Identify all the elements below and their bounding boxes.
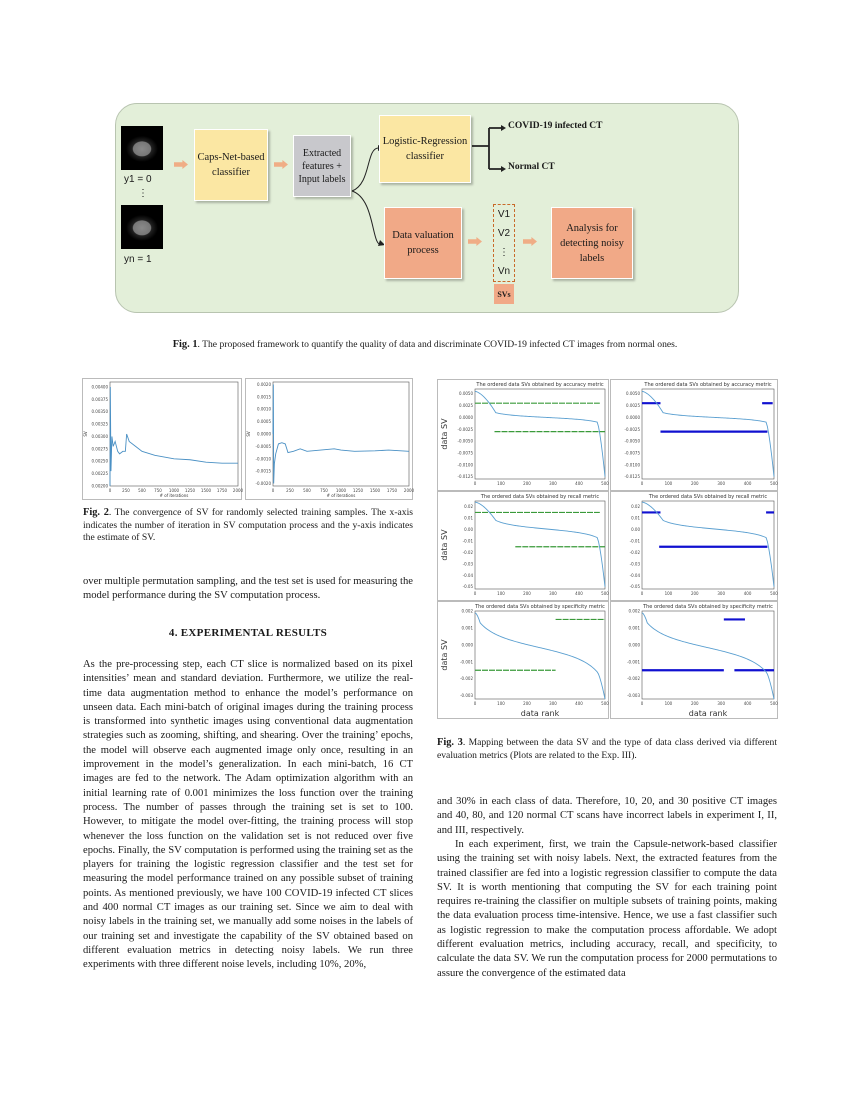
x-tick-label: 0 bbox=[640, 481, 644, 486]
figure-1-caption bbox=[60, 339, 790, 352]
x-tick-label: 100 bbox=[497, 481, 505, 486]
caption-text: . The proposed framework to quantify the quality of data and discriminate COVID-19 infected CT images from normal ones. bbox=[197, 339, 678, 350]
x-tick-label: 200 bbox=[523, 701, 531, 706]
y-axis-label: SV bbox=[246, 431, 251, 437]
x-tick-label: 0 bbox=[271, 488, 275, 493]
figure-2-plot-right bbox=[245, 378, 413, 500]
x-tick-label: 0 bbox=[473, 701, 477, 706]
y-tick-label: -0.0100 bbox=[624, 462, 640, 468]
x-tick-label: 250 bbox=[286, 488, 294, 493]
x-tick-label: 300 bbox=[549, 701, 557, 706]
y-tick-label: -0.03 bbox=[629, 561, 640, 567]
y-tick-label: 0.0020 bbox=[257, 381, 271, 387]
y-tick-label: -0.0020 bbox=[255, 481, 271, 487]
x-tick-label: 200 bbox=[523, 591, 531, 596]
y-tick-label: 0.0000 bbox=[626, 414, 640, 420]
y-tick-label: 0.00225 bbox=[91, 471, 108, 477]
x-tick-label: 1250 bbox=[352, 488, 364, 493]
y-tick-label: -0.0025 bbox=[457, 426, 473, 432]
y-tick-label: -0.0125 bbox=[457, 474, 473, 480]
x-tick-label: 200 bbox=[523, 481, 531, 486]
x-tick-label: 400 bbox=[743, 701, 752, 706]
chart-title: The ordered data SVs obtained by recall metric bbox=[480, 494, 600, 500]
x-tick-label: 2000 bbox=[232, 488, 244, 493]
x-tick-label: 1250 bbox=[184, 488, 196, 493]
y-tick-label: 0.00350 bbox=[91, 409, 108, 415]
analysis-box: Analysis for detecting noisy labels bbox=[551, 207, 633, 279]
figure-3-plot-accuracy-left bbox=[437, 379, 609, 491]
figure-3-plot-specificity-left bbox=[437, 601, 609, 719]
x-tick-label: 100 bbox=[497, 591, 505, 596]
x-tick-label: 100 bbox=[497, 701, 505, 706]
vertical-dots: ⋮ bbox=[138, 188, 148, 199]
y-tick-label: 0.00 bbox=[631, 527, 640, 533]
x-tick-label: 1000 bbox=[168, 488, 180, 493]
label-yn: yn = 1 bbox=[124, 254, 152, 265]
y-tick-label: -0.0100 bbox=[457, 462, 473, 468]
x-tick-label: 0 bbox=[473, 591, 477, 596]
y-axis-label: data SV bbox=[440, 639, 449, 671]
y-tick-label: -0.0015 bbox=[255, 468, 271, 474]
y-tick-label: -0.003 bbox=[627, 693, 640, 699]
capsnet-classifier-box: Caps-Net-based classifier bbox=[194, 129, 268, 201]
y-tick-label: -0.001 bbox=[460, 659, 473, 665]
y-tick-label: 0.0025 bbox=[626, 403, 640, 409]
x-tick-label: 300 bbox=[549, 481, 557, 486]
logistic-regression-box: Logistic-Regression classifier bbox=[379, 115, 471, 183]
y-tick-label: -0.0075 bbox=[624, 450, 640, 456]
x-tick-label: 300 bbox=[549, 591, 557, 596]
caption-label: Fig. 3 bbox=[437, 737, 463, 748]
x-tick-label: 1750 bbox=[386, 488, 398, 493]
y-tick-label: 0.01 bbox=[631, 515, 640, 521]
y-tick-label: -0.05 bbox=[462, 584, 473, 590]
figure-3-plot-recall-right bbox=[610, 491, 778, 601]
svs-label: SVs bbox=[494, 284, 514, 304]
x-tick-label: 1500 bbox=[200, 488, 212, 493]
output-normal: Normal CT bbox=[508, 162, 555, 172]
y-tick-label: 0.001 bbox=[628, 625, 640, 631]
x-axis-label: # of iterations bbox=[326, 493, 356, 498]
y-tick-label: 0.0015 bbox=[257, 394, 271, 400]
y-tick-label: -0.02 bbox=[629, 549, 640, 555]
y-tick-label: 0.00400 bbox=[91, 384, 108, 390]
x-tick-label: 300 bbox=[717, 591, 726, 596]
x-tick-label: 250 bbox=[122, 488, 130, 493]
caption-label: Fig. 2 bbox=[83, 507, 109, 518]
output-covid: COVID-19 infected CT bbox=[508, 121, 603, 131]
y-tick-label: -0.002 bbox=[460, 676, 473, 682]
sv-item: V2 bbox=[497, 228, 511, 239]
x-tick-label: 1000 bbox=[335, 488, 347, 493]
sv-item: V1 bbox=[497, 209, 511, 220]
y-axis-label: SV bbox=[83, 431, 88, 437]
figure-3-plot-specificity-right bbox=[610, 601, 778, 719]
y-tick-label: 0.00325 bbox=[91, 421, 108, 427]
x-tick-label: 100 bbox=[664, 701, 673, 706]
x-tick-label: 500 bbox=[601, 701, 609, 706]
extracted-features-box: Extracted features + Input labels bbox=[293, 135, 351, 197]
y-tick-label: -0.04 bbox=[462, 572, 473, 578]
y-tick-label: -0.0125 bbox=[624, 474, 640, 480]
x-tick-label: 750 bbox=[320, 488, 328, 493]
chart-title: The ordered data SVs obtained by accuracy metric bbox=[476, 382, 604, 388]
y-tick-label: 0.00275 bbox=[91, 446, 108, 452]
ct-image-positive bbox=[121, 126, 163, 170]
y-tick-label: -0.001 bbox=[627, 659, 640, 665]
chart-title: The ordered data SVs obtained by recall metric bbox=[648, 494, 768, 500]
y-tick-label: 0.001 bbox=[461, 625, 473, 631]
y-tick-label: -0.04 bbox=[629, 572, 640, 578]
y-tick-label: -0.0075 bbox=[457, 450, 473, 456]
sv-list-box bbox=[493, 204, 515, 282]
y-tick-label: 0.00300 bbox=[91, 433, 108, 439]
sv-item: ⋮ bbox=[499, 247, 509, 258]
y-tick-label: 0.00 bbox=[464, 527, 473, 533]
y-tick-label: 0.0000 bbox=[459, 414, 473, 420]
y-axis-label: data SV bbox=[440, 529, 449, 561]
paragraph: As the pre-processing step, each CT slice is normalized based on its pixel intensities’ mean and standard deviation. Furthermore, we utilize the real-time data augmentation method to enhance the model’s performance on unseen data. Each mini-batch of original images during the training process is transformed into synthetic images using conventional data augmentation strategies such as zooming, shifting, and shearing. Over the training’ epochs, the model will observe each augmented image only once, resulting in an improvement in the model’s generalization. In each mini-batch, 16 CT images are fed to the network. The Adam optimization algorithm with an initial learning rate of 0.001 minimizes the loss function over the training process. The number of passes through the training set is set to 100. However, to mitigate the model over-fitting, the training process will stop whenever the loss function on the validation set is not reduced over five epochs. Finally, the SV computation is performed using the training set as the players for training the logistic regression classifier and the test set for measuring the model performance trained on any possible subset of training points. As mentioned previously, we have 100 COVID-19 infected CT slices and 400 normal CT images as our training set. Since we aim to deal with noisy labels in the training set, we manually add some noises in the labels of our training set and investigate the capability of the SV obtained based on different evaluation metrics in detecting noisy labels. We run three experiments with three different noise levels, including 10%, 20%, bbox=[83, 659, 413, 971]
x-tick-label: 1500 bbox=[369, 488, 381, 493]
x-tick-label: 300 bbox=[717, 481, 726, 486]
x-tick-label: 2000 bbox=[403, 488, 415, 493]
y-tick-label: -0.0010 bbox=[255, 456, 271, 462]
x-tick-label: 400 bbox=[575, 701, 583, 706]
y-tick-label: 0.000 bbox=[461, 642, 473, 648]
x-tick-label: 0 bbox=[640, 591, 644, 596]
y-tick-label: 0.002 bbox=[628, 608, 640, 614]
x-axis-label: # of iterations bbox=[159, 493, 189, 498]
x-tick-label: 200 bbox=[690, 481, 699, 486]
y-tick-label: -0.05 bbox=[629, 584, 640, 590]
x-tick-label: 0 bbox=[640, 701, 644, 706]
sv-item: Vn bbox=[497, 266, 511, 277]
y-tick-label: 0.00375 bbox=[91, 396, 108, 402]
y-tick-label: -0.01 bbox=[462, 538, 473, 544]
y-tick-label: 0.0005 bbox=[257, 419, 271, 425]
y-tick-label: -0.03 bbox=[462, 561, 473, 567]
x-tick-label: 500 bbox=[138, 488, 146, 493]
y-tick-label: 0.000 bbox=[628, 642, 640, 648]
caption-label: Fig. 1 bbox=[172, 339, 198, 350]
y-tick-label: 0.00250 bbox=[91, 458, 108, 464]
x-tick-label: 100 bbox=[664, 481, 673, 486]
figure-1-diagram bbox=[115, 103, 739, 313]
chart-title: The ordered data SVs obtained by specificity metric bbox=[475, 604, 605, 610]
data-valuation-box: Data valuation process bbox=[384, 207, 462, 279]
y-tick-label: 0.0050 bbox=[626, 391, 640, 397]
chart-title: The ordered data SVs obtained by specificity metric bbox=[643, 604, 773, 610]
x-tick-label: 1750 bbox=[216, 488, 228, 493]
figure-3-plot-accuracy-right bbox=[610, 379, 778, 491]
y-tick-label: 0.0050 bbox=[459, 391, 473, 397]
y-tick-label: 0.00200 bbox=[91, 483, 108, 489]
y-tick-label: -0.02 bbox=[462, 549, 473, 555]
x-tick-label: 300 bbox=[717, 701, 726, 706]
caption-text: . The convergence of SV for randomly selected training samples. The x-axis indicates the number of iteration in SV computation process and the y-axis indicates the estimate of SV. bbox=[83, 507, 413, 544]
y-tick-label: 0.02 bbox=[631, 504, 640, 510]
figure-3-plot-recall-left bbox=[437, 491, 609, 601]
x-tick-label: 0 bbox=[473, 481, 477, 486]
x-tick-label: 500 bbox=[770, 591, 778, 596]
figure-2-caption bbox=[83, 507, 413, 545]
y-tick-label: -0.0005 bbox=[255, 443, 271, 449]
x-tick-label: 400 bbox=[575, 591, 583, 596]
x-tick-label: 400 bbox=[743, 591, 752, 596]
y-tick-label: 0.0025 bbox=[459, 403, 473, 409]
section-heading: 4. EXPERIMENTAL RESULTS bbox=[168, 627, 328, 639]
x-tick-label: 400 bbox=[575, 481, 583, 486]
paragraph: In each experiment, first, we train the Capsule-network-based classifier using the training set with noisy labels. Next, the extracted features from the trained classifier are fed into a logistic regression classifier to compute the data SV. It is worth mentioning that computing the SV for each training point requires re-training the classifier on multiple subsets of training points, making the data evaluation process time-intensive. Hence, we use a fast classifier such as logistic regression to make the computation process affordable. We adopt different evaluation metrics, including accuracy, recall, and specificity, to calculate the data SV. We run the computation process for 2000 permutations to assure the convergence of the estimated data bbox=[437, 839, 777, 979]
x-tick-label: 500 bbox=[601, 591, 609, 596]
y-tick-label: 0.02 bbox=[464, 504, 473, 510]
x-tick-label: 500 bbox=[770, 481, 778, 486]
y-tick-label: 0.002 bbox=[461, 608, 473, 614]
chart-title: The ordered data SVs obtained by accuracy metric bbox=[644, 382, 772, 388]
caption-text: . Mapping between the data SV and the type of data class derived via different evaluation metrics (Plots are related to the Exp. III). bbox=[437, 737, 777, 761]
y-tick-label: -0.0050 bbox=[457, 438, 473, 444]
figure-3-caption bbox=[437, 737, 777, 762]
figure-2-plot-left bbox=[82, 378, 242, 500]
y-tick-label: 0.01 bbox=[464, 515, 473, 521]
x-axis-label: data rank bbox=[688, 709, 728, 718]
x-tick-label: 500 bbox=[303, 488, 311, 493]
x-tick-label: 750 bbox=[154, 488, 162, 493]
x-tick-label: 0 bbox=[108, 488, 112, 493]
y-axis-label: data SV bbox=[440, 418, 449, 450]
y-tick-label: -0.0050 bbox=[624, 438, 640, 444]
label-y1: y1 = 0 bbox=[124, 174, 152, 185]
x-tick-label: 400 bbox=[743, 481, 752, 486]
x-tick-label: 100 bbox=[664, 591, 673, 596]
y-tick-label: 0.0000 bbox=[257, 431, 271, 437]
y-tick-label: -0.0025 bbox=[624, 426, 640, 432]
ct-image-normal bbox=[121, 205, 163, 249]
y-tick-label: -0.01 bbox=[629, 538, 640, 544]
x-tick-label: 500 bbox=[601, 481, 609, 486]
x-tick-label: 500 bbox=[770, 701, 778, 706]
y-tick-label: -0.002 bbox=[627, 676, 640, 682]
y-tick-label: -0.003 bbox=[460, 693, 473, 699]
paragraph: over multiple permutation sampling, and the test set is used for measuring the model performance during the SV computation process. bbox=[83, 576, 413, 602]
x-tick-label: 200 bbox=[690, 591, 699, 596]
x-tick-label: 200 bbox=[690, 701, 699, 706]
x-axis-label: data rank bbox=[520, 709, 560, 718]
paragraph: and 30% in each class of data. Therefore, 10, 20, and 30 positive CT images and 40, 80, and 120 normal CT scans have incorrect labels in experiment I, II, and III, respectively. bbox=[437, 796, 777, 836]
y-tick-label: 0.0010 bbox=[257, 406, 271, 412]
